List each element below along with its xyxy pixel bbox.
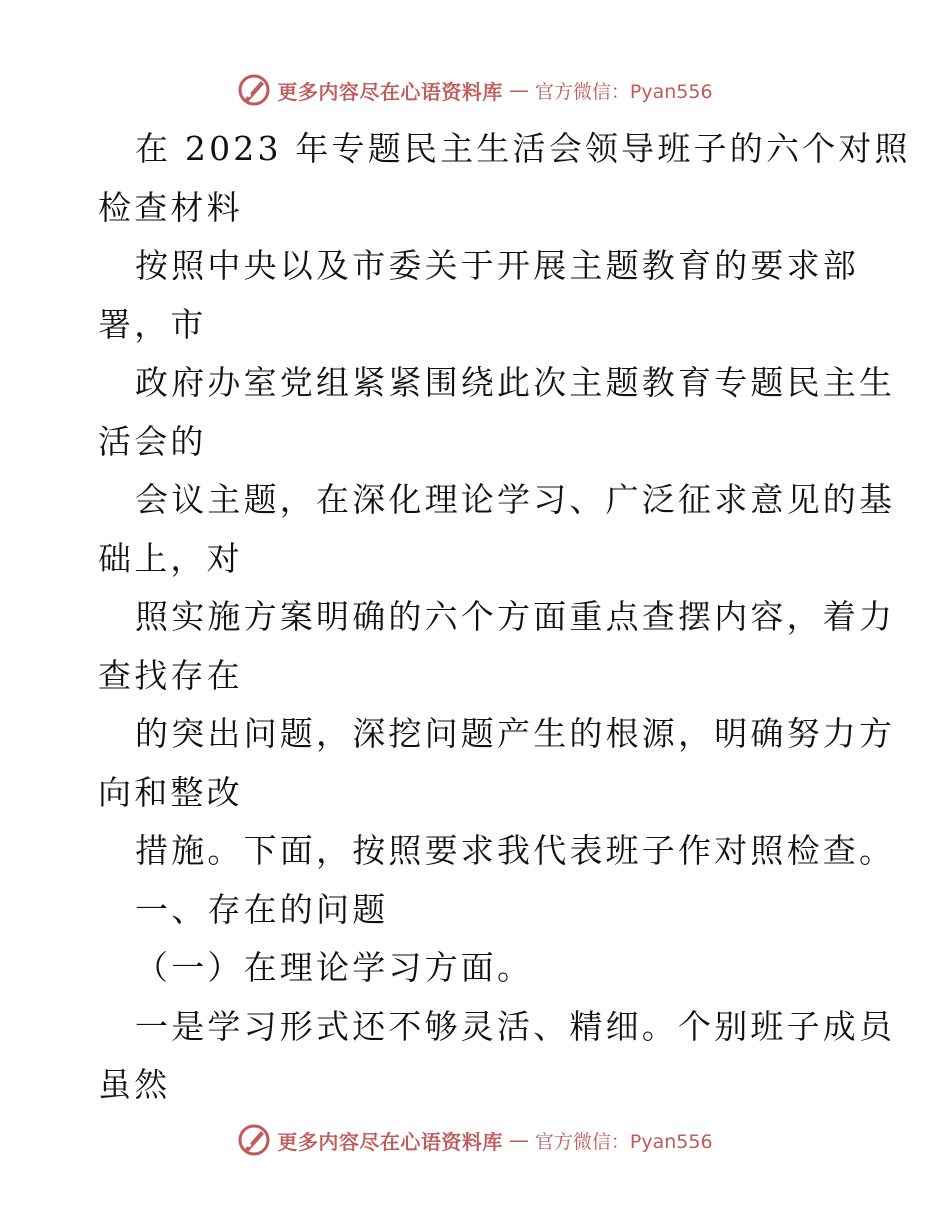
pen-logo-icon [237,1123,271,1157]
paragraph-line: 查找存在 [98,655,243,695]
header-watermark [0,70,950,110]
paragraph-line: 措施。下面，按照要求我代表班子作对照检查。 [135,831,896,870]
subsection-heading: （一）在理论学习方面。 [135,948,534,987]
paragraph-line: 向和整改 [98,772,243,812]
watermark-brand-text: 更多内容尽在心语资料库 [277,1129,503,1154]
watermark-brand-text: 更多内容尽在心语资料库 [277,79,503,104]
pen-logo-icon [237,73,271,107]
paragraph-line: 虽然 [98,1065,171,1104]
paragraph-line: 照实施方案明确的六个方面重点查摆内容，着力 [135,597,896,636]
title-line-1: 在 2023 年专题民主生活会领导班子的六个对照 [135,129,911,168]
paragraph-line: 署，市 [98,304,207,344]
paragraph-line: 一是学习形式还不够灵活、精细。个别班子成员 [135,1006,896,1046]
watermark-group [237,73,712,107]
paragraph-line: 按照中央以及市委关于开展主题教育的要求部 [135,246,859,285]
paragraph-line: 政府办室党组紧紧围绕此次主题教育专题民主生 [135,363,896,402]
section-heading: 一、存在的问题 [135,889,389,929]
title-line-2: 检查材料 [98,187,243,227]
watermark-contact-text: 官方微信：Pyan556 [534,80,713,103]
watermark-dash: — [508,78,529,102]
watermark-group [237,1123,712,1157]
footer-watermark [0,1120,950,1160]
paragraph-line: 会议主题，在深化理论学习、广泛征求意见的基 [135,480,896,519]
paragraph-line: 活会的 [98,421,207,461]
paragraph-line: 的突出问题，深挖问题产生的根源，明确努力方 [135,714,896,753]
watermark-contact-text: 官方微信：Pyan556 [534,1130,713,1153]
watermark-dash: — [508,1128,529,1152]
document-body [98,120,911,1115]
paragraph-line: 础上，对 [98,538,243,578]
